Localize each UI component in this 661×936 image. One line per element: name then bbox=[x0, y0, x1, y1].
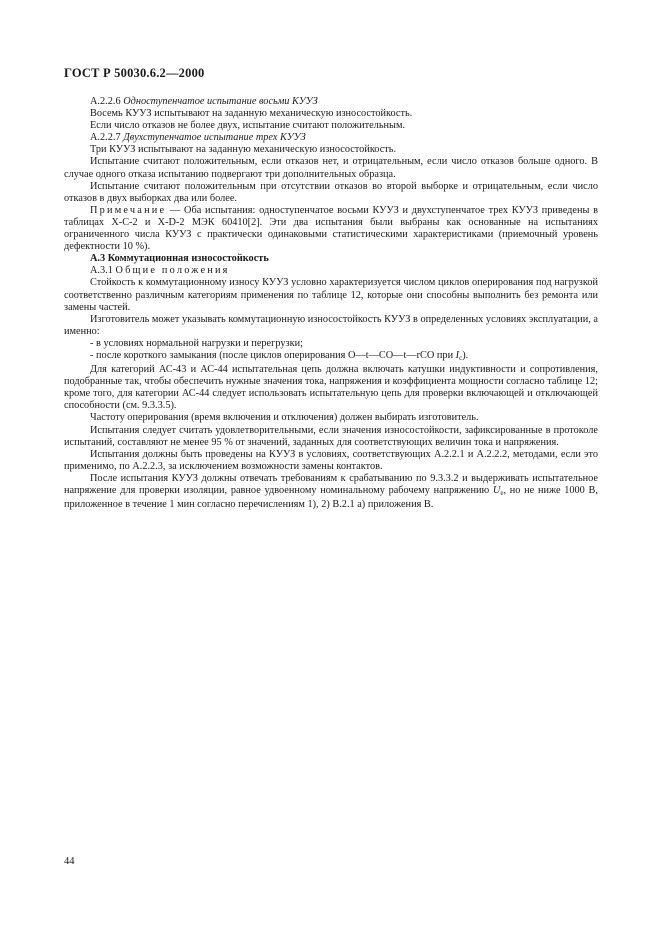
note-label: Примечание bbox=[90, 204, 167, 216]
paragraph: Три КУУЗ испытывают на заданную механическую износостойкость. bbox=[90, 144, 397, 156]
voltage-symbol: U bbox=[492, 485, 501, 496]
current-symbol: I bbox=[455, 349, 460, 361]
list-item-text: - после короткого замыкания (после циклов оперирования О—t—СО—t—rСО при bbox=[90, 349, 456, 361]
paragraph-text: После испытания КУУЗ должны отвечать требованиям к срабатыванию по 9.3.3.2 и выдерживать испытательное напряжение для проверки изоляции, равное удвоенному номинальному рабочему напряжению bbox=[64, 472, 598, 496]
document-header: ГОСТ Р 50030.6.2—2000 bbox=[64, 66, 205, 80]
paragraph: Изготовитель может указывать коммутационную износостойкость КУУЗ в определенных условиях эксплуатации, а именно: bbox=[64, 313, 598, 337]
subsection-heading bbox=[90, 132, 598, 144]
clause-title: Общие положения bbox=[115, 265, 230, 277]
list-item: - в условиях нормальной нагрузки и перегрузки; bbox=[90, 337, 303, 349]
clause-title: Одноступенчатое испытание восьми КУУЗ bbox=[123, 96, 318, 107]
paragraph: Испытание считают положительным, если отказов нет, и отрицательным, если число отказов больше одного. В случае одного отказа испытанию подвергают три дополнительных образца. bbox=[64, 156, 598, 180]
clause-title: Двухступенчатое испытание трех КУУЗ bbox=[123, 132, 306, 144]
subsection-heading bbox=[90, 96, 598, 108]
clause-number: А.2.2.7 bbox=[90, 132, 121, 144]
page-number: 44 bbox=[64, 856, 75, 867]
paragraph: Для категорий АС-43 и АС-44 испытательная цепь должна включать катушки индуктивности и сопротивления, подобранные так, чтобы обеспечить нужные значения тока, напряжения и коэффициента мощности согласно таблице 12; кроме того, для категории АС-44 следует использовать испытательную цепь для проверки включающей и отключающей способности (см. 9.3.3.5). bbox=[64, 364, 598, 412]
paragraph bbox=[64, 473, 598, 511]
paragraph: Если число отказов не более двух, испытание считают положительным. bbox=[90, 120, 406, 132]
list-item-end: ). bbox=[462, 349, 469, 361]
note-paragraph bbox=[64, 205, 598, 253]
current-subscript: c bbox=[459, 353, 463, 362]
paragraph-text-end: , но не ниже 1000 В, приложенное в течение 1 мин согласно перечислениям 1), 2) В.2.1 а) приложения В. bbox=[64, 485, 598, 511]
clause-number: А.2.2.6 bbox=[90, 96, 121, 107]
subsection-heading bbox=[90, 265, 598, 277]
paragraph: Стойкость к коммутационному износу КУУЗ условно характеризуется числом циклов оперирования под нагрузкой соответственно различным категориям применения по таблице 12, которые они способны выполнить без ремонта или замены частей. bbox=[64, 277, 598, 313]
list-item bbox=[90, 350, 598, 364]
note-text: — Оба испытания: одноступенчатое восьми КУУЗ и двухступенчатое трех КУУЗ приведены в таблицах X-C-2 и X-D-2 МЭК 60410[2]. Эти два испытания были выбраны как основанные на испытаниях ограниченного числа КУУЗ с практически одинаковыми статистическими характеристиками (приемочный уровень дефектности 10 %). bbox=[64, 204, 598, 253]
section-heading: А.3 Коммутационная износостойкость bbox=[90, 253, 269, 265]
document-body bbox=[64, 96, 598, 511]
paragraph: Испытание считают положительным при отсутствии отказов во второй выборке и отрицательным, если число отказов в двух выборках два или более. bbox=[64, 180, 598, 204]
paragraph: Испытания следует считать удовлетворительными, если значения износостойкости, зафиксированные в протоколе испытаний, составляют не менее 95 % от значений, заданных для соответствующих величин тока и напряжения. bbox=[64, 424, 598, 448]
paragraph: Восемь КУУЗ испытывают на заданную механическую износостойкость. bbox=[90, 108, 413, 120]
paragraph: Испытания должны быть проведены на КУУЗ в условиях, соответствующих А.2.2.1 и А.2.2.2, методами, если это применимо, по А.2.2.3, за исключением возможности замены контактов. bbox=[64, 448, 598, 472]
paragraph: Частоту оперирования (время включения и отключения) должен выбирать изготовитель. bbox=[90, 412, 479, 424]
voltage-subscript: e bbox=[500, 489, 504, 497]
clause-number: А.3.1 bbox=[90, 265, 113, 277]
